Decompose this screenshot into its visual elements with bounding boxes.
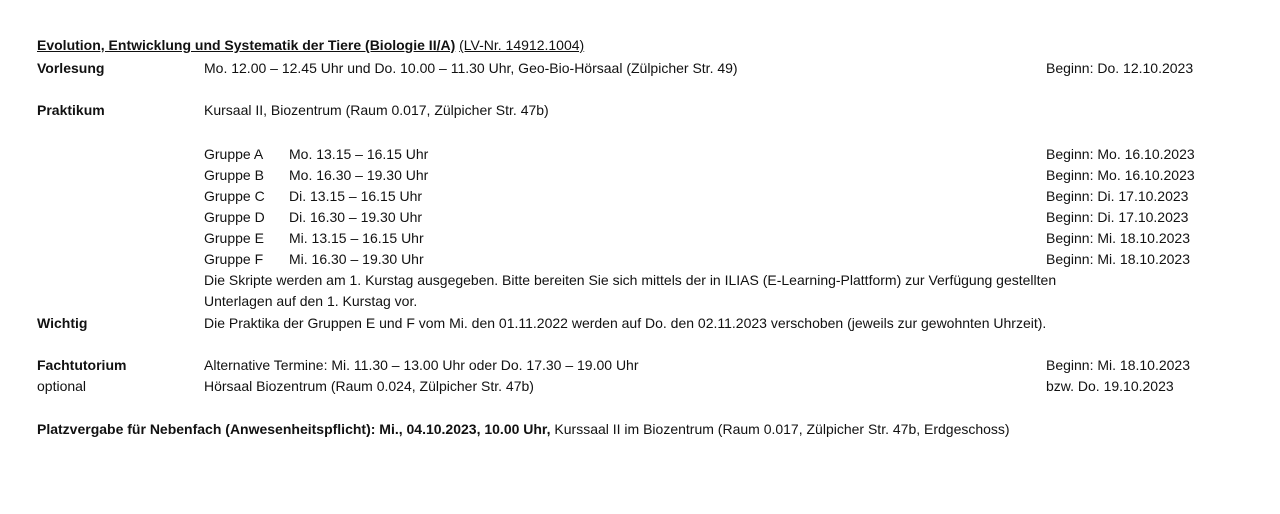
group-name: Gruppe F [204, 251, 264, 267]
platzvergabe-bold: Platzvergabe für Nebenfach (Anwesenheitspflicht): Mi., 04.10.2023, 10.00 Uhr, [37, 421, 551, 437]
vorlesung-time: Mo. 12.00 – 12.45 Uhr und Do. 10.00 – 11.30 Uhr, Geo-Bio-Hörsaal (Zülpicher Str. 49) [204, 60, 738, 76]
group-time: Di. 16.30 – 19.30 Uhr [289, 209, 423, 225]
platzvergabe-line [37, 420, 1010, 438]
course-number: (LV-Nr. 14912.1004) [459, 37, 585, 53]
group-time: Mi. 13.15 – 16.15 Uhr [289, 230, 424, 246]
group-name: Gruppe E [204, 230, 264, 246]
praktikum-location: Kursaal II, Biozentrum (Raum 0.017, Zülpicher Str. 47b) [204, 102, 549, 118]
fachtutorium-begin1: Beginn: Mi. 18.10.2023 [1046, 357, 1190, 373]
praktikum-note-line2: Unterlagen auf den 1. Kurstag vor. [204, 293, 418, 309]
group-begin: Beginn: Di. 17.10.2023 [1046, 209, 1189, 225]
praktikum-label: Praktikum [37, 102, 105, 118]
course-title-line [37, 36, 584, 54]
vorlesung-label: Vorlesung [37, 60, 105, 76]
group-begin: Beginn: Mo. 16.10.2023 [1046, 167, 1195, 183]
fachtutorium-label: Fachtutorium [37, 357, 127, 373]
group-begin: Beginn: Mi. 18.10.2023 [1046, 230, 1190, 246]
fachtutorium-times: Alternative Termine: Mi. 11.30 – 13.00 Uhr oder Do. 17.30 – 19.00 Uhr [204, 357, 639, 373]
fachtutorium-begin2: bzw. Do. 19.10.2023 [1046, 378, 1174, 394]
group-time: Di. 13.15 – 16.15 Uhr [289, 188, 423, 204]
group-name: Gruppe D [204, 209, 265, 225]
group-begin: Beginn: Mi. 18.10.2023 [1046, 251, 1190, 267]
wichtig-text: Die Praktika der Gruppen E und F vom Mi. den 01.11.2022 werden auf Do. den 02.11.2023 verschoben (jeweils zur gewohnten Uhrzeit). [204, 315, 1047, 331]
wichtig-label: Wichtig [37, 315, 88, 331]
group-name: Gruppe B [204, 167, 264, 183]
platzvergabe-text: Kurssaal II im Biozentrum (Raum 0.017, Zülpicher Str. 47b, Erdgeschoss) [550, 421, 1010, 437]
group-time: Mo. 16.30 – 19.30 Uhr [289, 167, 429, 183]
group-time: Mo. 13.15 – 16.15 Uhr [289, 146, 429, 162]
group-name: Gruppe A [204, 146, 264, 162]
fachtutorium-location: Hörsaal Biozentrum (Raum 0.024, Zülpicher Str. 47b) [204, 378, 534, 394]
group-name: Gruppe C [204, 188, 265, 204]
group-begin: Beginn: Mo. 16.10.2023 [1046, 146, 1195, 162]
vorlesung-begin: Beginn: Do. 12.10.2023 [1046, 60, 1194, 76]
course-title: Evolution, Entwicklung und Systematik der Tiere (Biologie II/A) [37, 37, 456, 53]
group-time: Mi. 16.30 – 19.30 Uhr [289, 251, 424, 267]
group-begin: Beginn: Di. 17.10.2023 [1046, 188, 1189, 204]
praktikum-note-line1: Die Skripte werden am 1. Kurstag ausgegeben. Bitte bereiten Sie sich mittels der in ILIAS (E-Learning-Plattform) zur Verfügung gestellten [204, 272, 1057, 288]
fachtutorium-sublabel: optional [37, 378, 87, 394]
